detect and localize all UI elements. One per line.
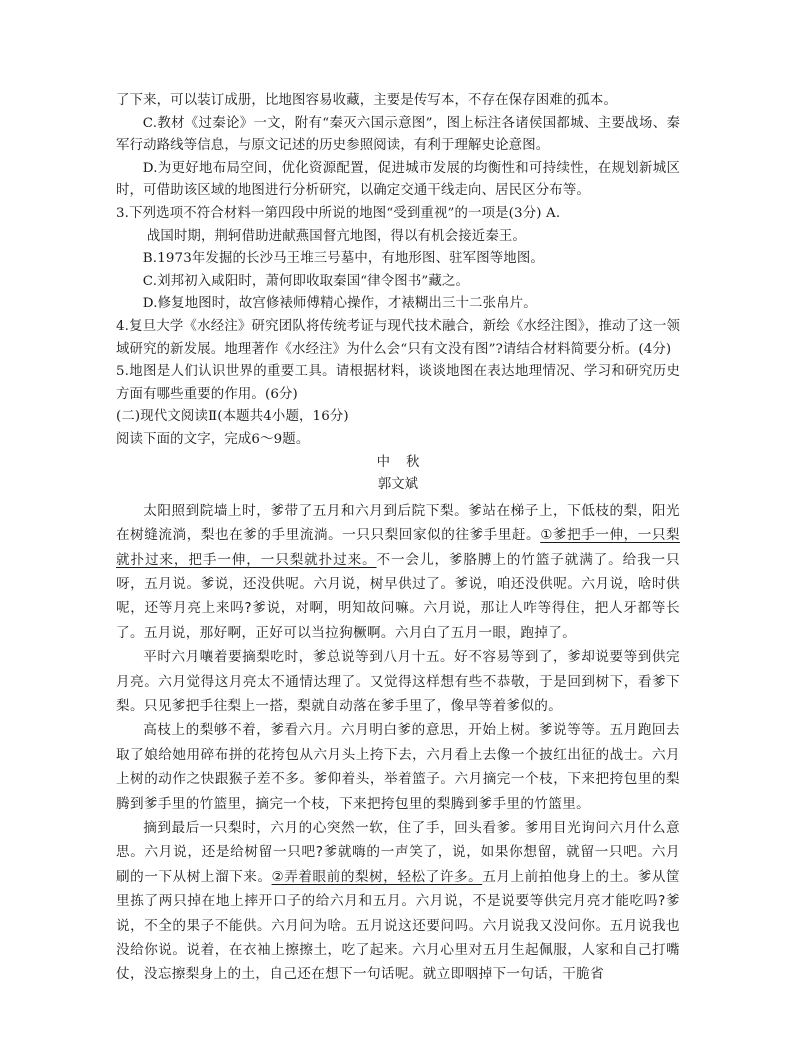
story-paragraph-1 xyxy=(116,499,680,645)
option-d-text: D.为更好地布局空间，优化资源配置，促进城市发展的均衡性和可持续性，在规划新城区时，可借助该区域的地图进行分析研究，以确定交通干线走向、居民区分布等。 xyxy=(116,160,680,199)
option-a-text: 战国时期，荆轲借助进献燕国督亢地图，得以有机会接近秦王。 xyxy=(146,228,526,244)
question-5: 5.地图是人们认识世界的重要工具。请根据材料，谈谈地图在表达地理情况、学习和研究历史方面有哪些重要的作用。(6分) xyxy=(116,364,680,402)
question-3-option-c: C.刘邦初入咸阳时，萧何即收取秦国“律令图书”藏之。 xyxy=(142,273,470,289)
question-4: 4.复旦大学《水经注》研究团队将传统考证与现代技术融合，新绘《水经注图》，推动了这一领域研究的新发展。地理著作《水经注》为什么会“只有文没有图”?请结合材料简要分析。(4分) xyxy=(116,318,680,357)
passage-text-line: 了下来，可以装订成册，比地图容易收藏，主要是传写本，不存在保存困难的孤本。 xyxy=(116,93,618,108)
story-paragraph-3: 高枝上的梨够不着，爹看六月。六月明白爹的意思，开始上树。爹说等等。五月跑回去取了娘给她用碎布拼的花挎包从六月头上挎下去，六月看上去像一个披红出征的战士。六月上树的动作之快跟猴子差不多。爹仰着头，举着篮子。六月摘完一个枝，下来把挎包里的梨腾到爹手里的竹篮里，摘完一个枝，下来把挎包里的梨腾到爹手里的竹篮里。 xyxy=(116,722,680,812)
story-paragraph-2: 平时六月嚷着要摘梨吃时，爹总说等到八月十五。好不容易等到了，爹却说要等到供完月亮。六月觉得这月亮太不通情达理了。又觉得这样想有些不恭敬，于是回到树下，看爹下梨。只见爹把手往梨上一搭，梨就自动落在爹手里了，像早等着爹似的。 xyxy=(116,649,680,714)
story-paragraph-4 xyxy=(116,816,680,987)
question-3-option-a xyxy=(116,226,680,249)
question-3-stem: 3.下列选项不符合材料一第四段中所说的地图“受到重视”的一项是(3分) A. xyxy=(116,205,561,221)
story-text: 不一会儿，爹胳膊上的竹篮子就满了。给我一只呀，五月说。爹说，还没供呢。六月说，树早供过了。爹说，咱还没供呢。六月说，啥时供呢，还等月亮上来吗?爹说，对啊，明知故问嘛。六月说，那让人咋等得住，把人牙都等长了。五月说，那好啊，正好可以当拉狗橛啊。六月白了五月一眼，跑掉了。 xyxy=(116,551,680,641)
question-3-option-d: D.修复地图时，故宫修裱师傅精心操作，才裱糊出三十二张帛片。 xyxy=(142,296,537,312)
document-page xyxy=(116,90,680,987)
story-text: 太阳照到院墙上时，爹带了五月和六月到后院下梨。爹站在梯子上，下低枝的梨，阳光在树缝流淌，梨也在爹的手里流淌。一只只梨回家似的往爹手里赶。 xyxy=(116,502,680,544)
section-instruction: 阅读下面的文字，完成6～9题。 xyxy=(116,431,310,447)
section-heading: (二)现代文阅读Ⅱ(本题共4小题，16分) xyxy=(116,409,349,425)
question-3-option-b: B.1973年发掘的长沙马王堆三号墓中，有地形图、驻军图等地图。 xyxy=(142,251,544,267)
underlined-sentence-1: ①爹把手一伸，一只梨就扑过来，把手一伸，一只梨就扑过来。 xyxy=(116,527,680,568)
underlined-sentence-2: ②弄着眼前的梨树，轻松了许多。 xyxy=(271,868,483,885)
story-author: 郭文斌 xyxy=(377,477,419,493)
story-text: 摘到最后一只梨时，六月的心突然一软，住了手，回头看爹。爹用目光询问六月什么意思。六月说，还是给树留一只吧?爹就嗨的一声笑了，说，如果你想留，就留一只吧。六月刷的一下从树上溜下来。 xyxy=(116,819,680,885)
story-text: 五月上前拍他身上的土。爹从筐里拣了两只掉在地上摔开口子的给六月和五月。六月说，不是说要等供完月亮才能吃吗?爹说，不全的果子不能供。六月问为啥。五月说这还要问吗。六月说我又没问你。五月说我也没给你说。说着，在衣袖上擦擦土，吃了起来。六月心里对五月生起佩服，人家和自己打嘴仗，没忘擦梨身上的土，自己还在想下一句话呢。就立即咽掉下一句话，干脆省 xyxy=(116,868,680,983)
option-c-text: C.教材《过秦论》一文，附有“秦灭六国示意图”，图上标注各诸侯国都城、主要战场、秦军行动路线等信息，与原文记述的历史参照阅读，有利于理解史论意图。 xyxy=(116,115,680,154)
story-title: 中秋 xyxy=(376,454,436,470)
